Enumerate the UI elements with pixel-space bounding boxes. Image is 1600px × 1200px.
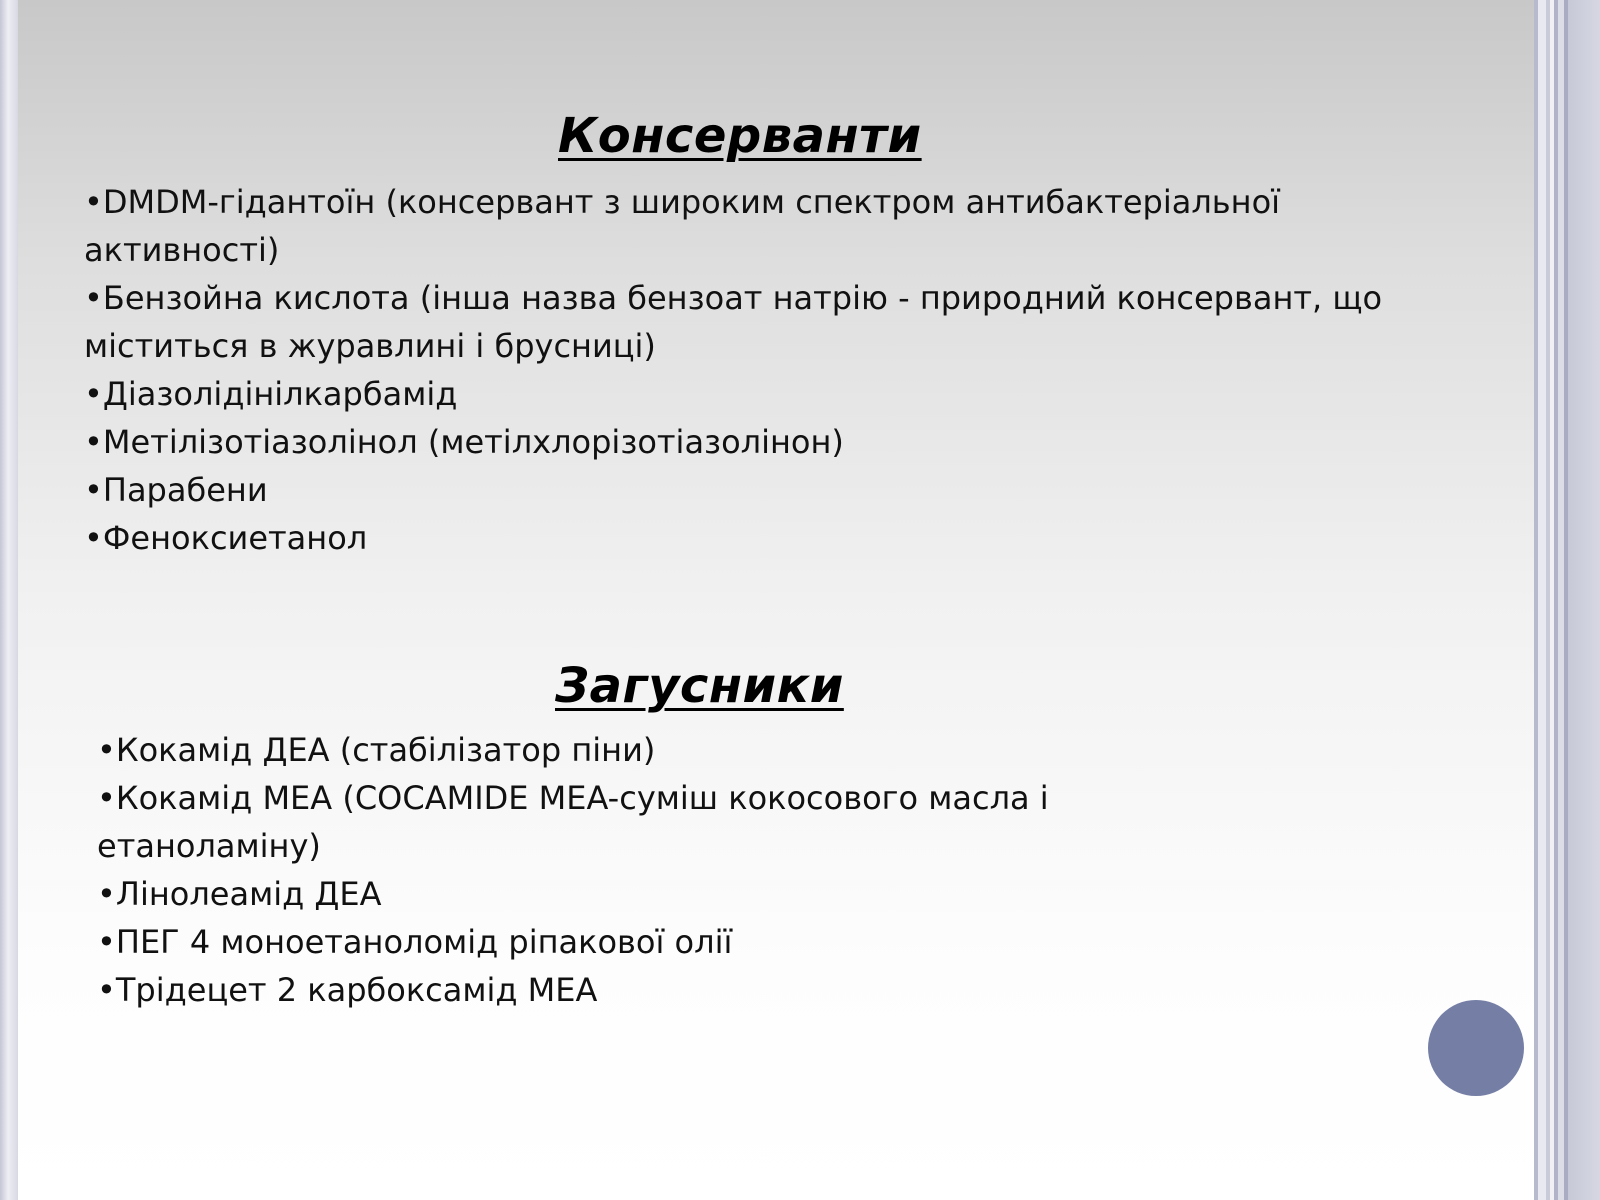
list-item: •Трідецет 2 карбоксамід МЕА xyxy=(97,971,598,1009)
list-item: •Лінолеамід ДЕА xyxy=(97,875,382,913)
thickeners-heading: Загусники xyxy=(555,658,844,714)
thickeners-list xyxy=(97,726,1097,1014)
decorative-circle-icon xyxy=(1428,1000,1524,1096)
list-item: •Парабени xyxy=(84,471,268,509)
preservatives-heading: Консерванти xyxy=(558,108,922,164)
left-frame-border xyxy=(0,0,18,1200)
list-item: •Метілізотіазолінол (метілхлорізотіазолінон) xyxy=(84,423,844,461)
list-item: •Бензойна кислота (інша назва бензоат натрію - природний консервант, що міститься в журавлині і брусниці) xyxy=(84,279,1383,365)
list-item: •DMDM-гідантоїн (консервант з широким спектром антибактеріальної активності) xyxy=(84,183,1281,269)
list-item: •Феноксиетанол xyxy=(84,519,368,557)
preservatives-list xyxy=(84,178,1414,562)
list-item: •Кокамід МЕА (COCAMIDE MEA-суміш кокосового масла і етаноламіну) xyxy=(97,779,1049,865)
right-frame-border xyxy=(1534,0,1600,1200)
list-item: •Діазолідінілкарбамід xyxy=(84,375,458,413)
list-item: •ПЕГ 4 моноетаноломід ріпакової олії xyxy=(97,923,733,961)
list-item: •Кокамід ДЕА (стабілізатор піни) xyxy=(97,731,656,769)
